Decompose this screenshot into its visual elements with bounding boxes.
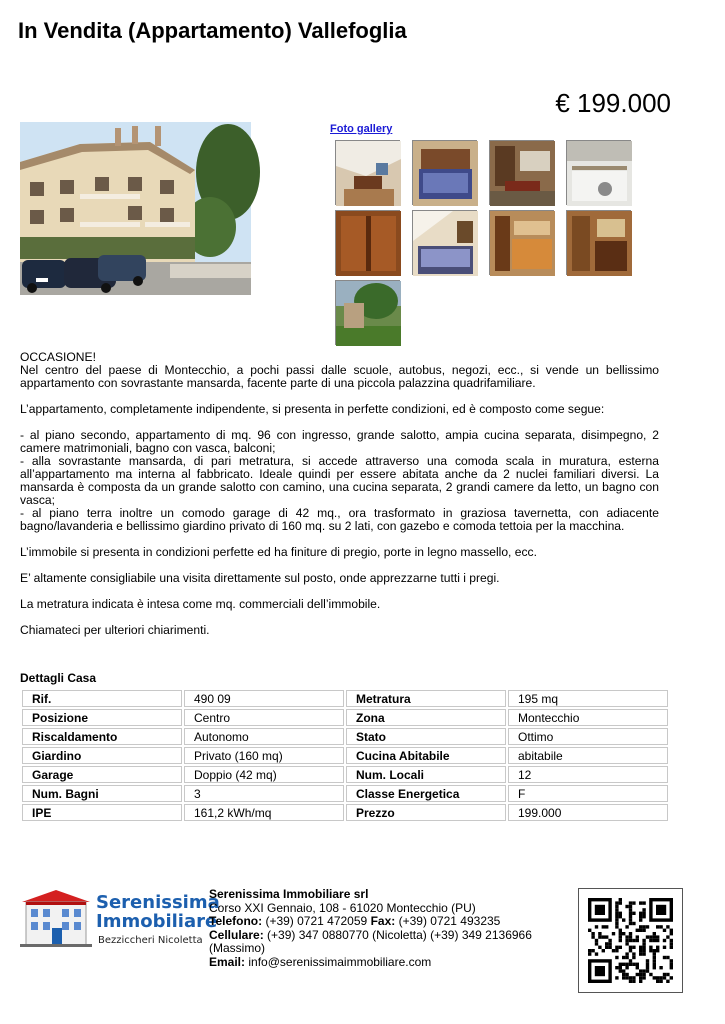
agency-contact: [209, 888, 569, 969]
table-row: [22, 766, 668, 783]
detail-value: Montecchio: [508, 709, 668, 726]
phone-value[interactable]: (+39) 0721 472059: [265, 914, 368, 928]
detail-key: Posizione: [22, 709, 182, 726]
phone-label: Telefono:: [209, 914, 263, 928]
detail-value: Autonomo: [184, 728, 344, 745]
email-value[interactable]: info@serenissimaimmobiliare.com: [248, 954, 432, 969]
gallery-thumbnail-5[interactable]: [335, 210, 400, 275]
gallery-thumbnail-6[interactable]: [412, 210, 477, 275]
detail-key: Zona: [346, 709, 506, 726]
detail-key: Garage: [22, 766, 182, 783]
detail-key: Stato: [346, 728, 506, 745]
detail-key: Prezzo: [346, 804, 506, 821]
description-line: L’immobile si presenta in condizioni perfette ed ha finiture di pregio, porte in legno massello, ecc.: [20, 545, 537, 559]
detail-value: 490 09: [184, 690, 344, 707]
description-line: La metratura indicata è intesa come mq. commerciali dell’immobile.: [20, 597, 381, 611]
logo-line-2: Immobiliare: [96, 911, 218, 932]
email-label: Email:: [209, 954, 246, 969]
agency-logo: [20, 888, 220, 948]
detail-key: Num. Locali: [346, 766, 506, 783]
detail-key: Metratura: [346, 690, 506, 707]
mobile-value[interactable]: (+39) 347 0880770 (Nicoletta) (+39) 349 2136966 (Massimo): [209, 927, 532, 955]
description-line: Nel centro del paese di Montecchio, a pochi passi dalle scuole, autobus, negozi, ecc., si vende un bellissimo appartamento con sovrastante mansarda, facente parte di una piccola palazzina quadrifamiliare.: [20, 363, 659, 390]
table-row: [22, 785, 668, 802]
gallery-thumbnail-1[interactable]: [335, 140, 400, 205]
agency-name: Serenissima Immobiliare srl: [209, 887, 369, 901]
gallery-thumbnail-8[interactable]: [566, 210, 631, 275]
detail-key: IPE: [22, 804, 182, 821]
description-line: OCCASIONE!: [20, 350, 96, 364]
description-line: - alla sovrastante mansarda, di pari metratura, si accede attraverso una comoda scala in muratura, esterna all’appartamento ma interna al fabbricato. Ideale quindi per essere abitata anche da 2 nuclei familiari diversi. La mansarda è composta da un grande salotto con camino, una cucina separata, 2 grandi camere da letto, un bagno con vasca;: [20, 454, 659, 507]
description-line: - al piano terra inoltre un comodo garage di 42 mq., ora trasformato in graziosa tavernetta, con adiacente bagno/lavanderia e bellissimo giardino privato di 160 mq. su 2 lati, con gazebo e comoda tettoia per la macchina.: [20, 506, 659, 533]
detail-key: Riscaldamento: [22, 728, 182, 745]
property-description: [20, 351, 659, 637]
agency-address: Corso XXI Gennaio, 108 - 61020 Montecchio (PU): [209, 900, 476, 915]
gallery-thumbnail-7[interactable]: [489, 210, 554, 275]
table-row: [22, 728, 668, 745]
table-row: [22, 690, 668, 707]
table-row: [22, 709, 668, 726]
detail-value: abitabile: [508, 747, 668, 764]
main-photo[interactable]: [20, 122, 251, 295]
detail-key: Cucina Abitabile: [346, 747, 506, 764]
detail-value: F: [508, 785, 668, 802]
detail-value: Doppio (42 mq): [184, 766, 344, 783]
price: € 199.000: [555, 88, 671, 118]
mobile-label: Cellulare:: [209, 927, 264, 942]
detail-value: 199.000: [508, 804, 668, 821]
photo-gallery-link[interactable]: Foto gallery: [330, 123, 393, 135]
fax-label: Fax:: [370, 914, 396, 928]
detail-value: 195 mq: [508, 690, 668, 707]
description-line: E’ altamente consigliabile una visita direttamente sul posto, onde apprezzarne tutti i pregi.: [20, 571, 500, 585]
logo-line-1: Serenissima: [96, 892, 220, 913]
detail-value: Privato (160 mq): [184, 747, 344, 764]
description-line: - al piano secondo, appartamento di mq. 96 con ingresso, grande salotto, ampia cucina separata, disimpegno, 2 camere matrimoniali, bagno con vasca, balconi;: [20, 428, 659, 455]
logo-subtitle: Bezziccheri Nicoletta: [98, 935, 203, 946]
detail-value: Centro: [184, 709, 344, 726]
detail-value: 12: [508, 766, 668, 783]
details-heading: Dettagli Casa: [20, 671, 97, 685]
table-row: [22, 804, 668, 821]
detail-key: Classe Energetica: [346, 785, 506, 802]
description-line: L’appartamento, completamente indipendente, si presenta in perfette condizioni, ed è composto come segue:: [20, 402, 605, 416]
description-line: Chiamateci per ulteriori chiarimenti.: [20, 623, 210, 637]
detail-key: Giardino: [22, 747, 182, 764]
page-title: In Vendita (Appartamento) Vallefoglia: [18, 18, 407, 43]
table-row: [22, 747, 668, 764]
fax-value: (+39) 0721 493235: [398, 914, 501, 928]
gallery-thumbnail-3[interactable]: [489, 140, 554, 205]
detail-value: Ottimo: [508, 728, 668, 745]
detail-value: 3: [184, 785, 344, 802]
gallery-thumbnail-9[interactable]: [335, 280, 400, 345]
detail-key: Rif.: [22, 690, 182, 707]
detail-key: Num. Bagni: [22, 785, 182, 802]
gallery-thumbnail-4[interactable]: [566, 140, 631, 205]
qr-code[interactable]: [578, 888, 683, 993]
details-table: [20, 688, 670, 823]
detail-value: 161,2 kWh/mq: [184, 804, 344, 821]
gallery-thumbnail-2[interactable]: [412, 140, 477, 205]
